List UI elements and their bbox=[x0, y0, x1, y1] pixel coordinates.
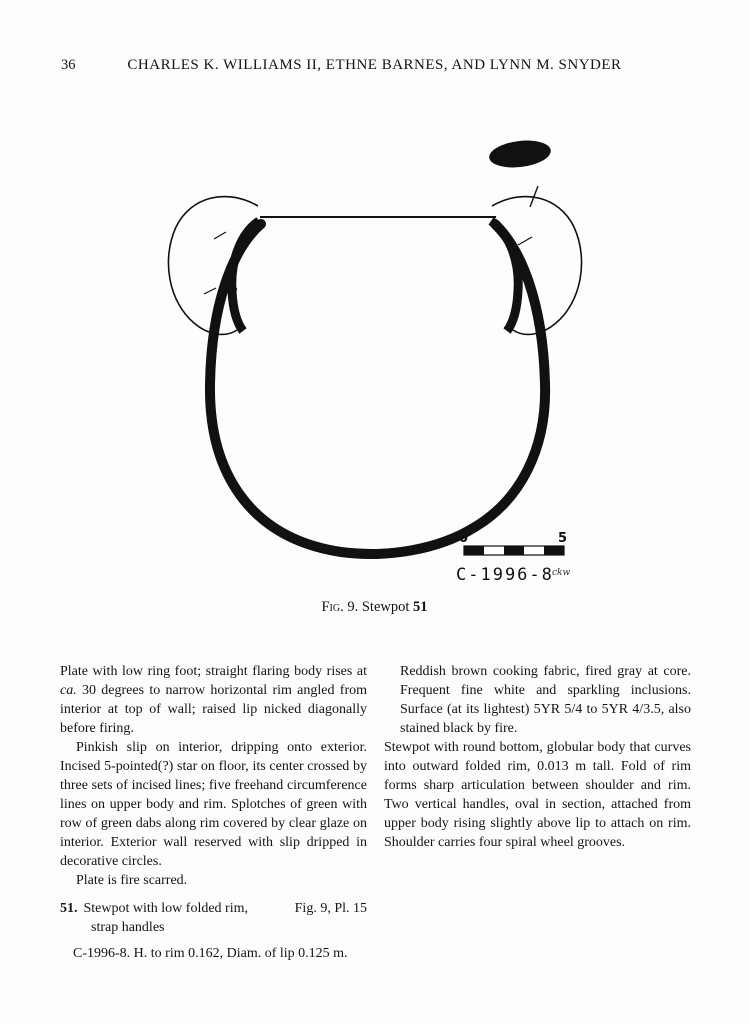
right-column bbox=[384, 662, 691, 852]
catalogue-title-line1: Stewpot with low folded rim, bbox=[83, 901, 248, 916]
left-column bbox=[60, 662, 367, 963]
catalogue-title-line2: strap handles bbox=[91, 920, 165, 935]
left-paragraph-1 bbox=[60, 662, 367, 738]
left-paragraph-2: Pinkish slip on interior, dripping onto exterior. Incised 5-pointed(?) star on floor, its center crossed by three sets of incised lines; five freehand circumference lines on upper body and rim. Splotches of green with row of green dabs along rim covered by clear glaze on interior. Exterior wall reserved with slip dripped in decorative circles. bbox=[60, 740, 367, 869]
catalogue-number: 51. bbox=[60, 901, 78, 916]
figure-stewpot bbox=[0, 108, 749, 593]
scale-bar-segment bbox=[464, 546, 484, 555]
scale-five-label: 5 bbox=[558, 531, 568, 546]
right-paragraph-description: Stewpot with round bottom, globular body that curves into outward folded rim, 0.013 m tall. Fold of rim forms sharp articulation between shoulder and rim. Two vertical handles, oval in section, attached from upper body rising slightly above lip to attach on rim. Shoulder carries four spiral wheel grooves. bbox=[384, 740, 691, 850]
left-handle-tick bbox=[214, 232, 226, 239]
catalogue-entry-heading bbox=[60, 899, 367, 918]
scale-zero-label: 0 bbox=[459, 531, 469, 546]
catalogue-dimensions: C-1996-8. H. to rim 0.162, Diam. of lip 0.125 m. bbox=[73, 946, 348, 961]
figure-caption-fig: Fig. bbox=[321, 599, 344, 615]
pot-body-outline bbox=[210, 224, 545, 554]
scale-bar-segment bbox=[504, 546, 524, 555]
stewpot-drawing bbox=[0, 108, 749, 593]
scale-catalogue-label: C-1996-8 bbox=[456, 565, 554, 585]
page-number: 36 bbox=[61, 57, 76, 73]
right-paragraph-fabric: Reddish brown cooking fabric, fired gray at core. Frequent fine white and sparkling inclusions. Surface (at its lightest) 5YR 5/4 to 5YR 4/3.5, also stained black by fire. bbox=[400, 664, 691, 736]
right-handle-inner-band bbox=[491, 221, 518, 331]
scale-bar bbox=[456, 531, 570, 585]
running-head-authors: CHARLES K. WILLIAMS II, ETHNE BARNES, AND LYNN M. SNYDER bbox=[127, 57, 622, 73]
catalogue-figure-reference: Fig. 9, Pl. 15 bbox=[294, 901, 367, 916]
left-paragraph-3: Plate is fire scarred. bbox=[76, 873, 188, 888]
left-p1-text-b: 30 degrees to narrow horizontal rim angled from interior at top of wall; raised lip nicked diagonally before firing. bbox=[60, 683, 367, 736]
scale-bar-segment bbox=[544, 546, 564, 555]
left-p1-italic-ca: ca. bbox=[60, 683, 77, 698]
left-p1-text-a: Plate with low ring foot; straight flaring body rises at bbox=[60, 664, 367, 679]
left-handle-nick bbox=[227, 289, 237, 290]
left-handle-tick bbox=[204, 288, 216, 294]
right-handle-tick bbox=[518, 237, 532, 245]
illustrator-signature: ckw bbox=[552, 568, 571, 578]
figure-caption-text: 9. Stewpot bbox=[343, 599, 414, 615]
handle-section-ellipse bbox=[488, 137, 553, 170]
figure-caption bbox=[0, 599, 749, 616]
figure-caption-number: 51 bbox=[413, 599, 428, 615]
